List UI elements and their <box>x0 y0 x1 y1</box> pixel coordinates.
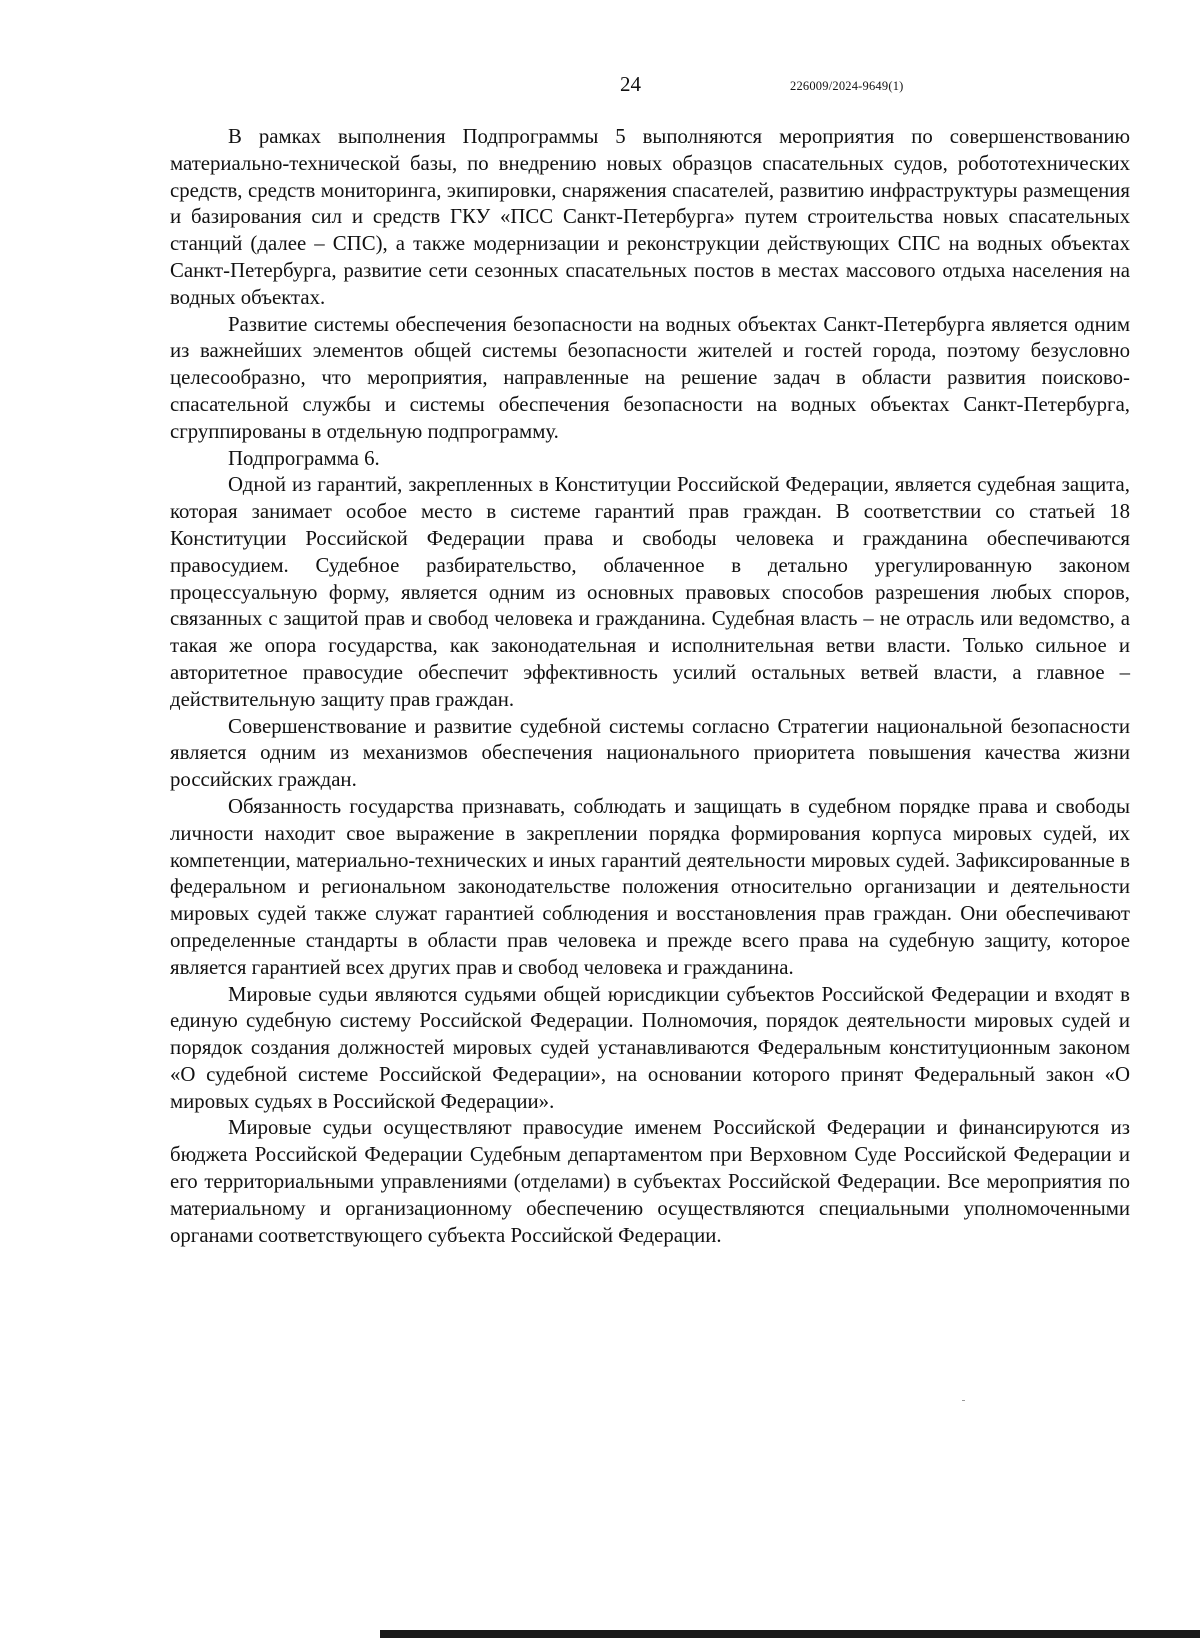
paragraph-state-obligation: Обязанность государства признавать, соблюдать и защищать в судебном порядке права и свободы личности находит свое выражение в закреплении порядка формирования корпуса мировых судей, их компетенции, материально-технических и иных гарантий деятельности мировых судей. Зафиксированные в федеральном и региональном законодательстве положения относительно организации и деятельности мировых судей также служат гарантией соблюдения и восстановления прав граждан. Они обеспечивают определенные стандарты в области прав человека и прежде всего права на судебную защиту, которое является гарантией всех других прав и свобод человека и гражданина. <box>170 794 1130 979</box>
document-reference-number: 226009/2024-9649(1) <box>790 79 904 93</box>
scan-speck <box>962 1400 965 1401</box>
scan-bottom-edge <box>380 1630 1200 1638</box>
paragraph-justices-of-peace: Мировые судьи являются судьями общей юрисдикции субъектов Российской Федерации и входят в единую судебную систему Российской Федерации. Полномочия, порядок деятельности мировых судей и порядок создания должностей мировых судей устанавливаются Федеральным конституционным законом «О судебной системе Российской Федерации», на основании которого принят Федеральный закон «О мировых судьях в Российской Федерации». <box>170 982 1130 1113</box>
paragraph-subprogram-5-activities: В рамках выполнения Подпрограммы 5 выполняются мероприятия по совершенствованию материально-технической базы, по внедрению новых образцов спасательных судов, робототехнических средств, средств мониторинга, экипировки, снаряжения спасателей, развитию инфраструктуры размещения и базирования сил и средств ГКУ «ПСС Санкт-Петербурга» путем строительства новых спасательных станций (далее – СПС), а также модернизации и реконструкции действующих СПС на водных объектах Санкт-Петербурга, развитие сети сезонных спасательных постов в местах массового отдыха населения на водных объектах. <box>170 125 1130 309</box>
paragraph-subprogram-6-heading: Подпрограмма 6. <box>228 446 380 470</box>
body-text <box>170 124 1130 1249</box>
paragraph-justices-financing: Мировые судьи осуществляют правосудие именем Российской Федерации и финансируются из бюджета Российской Федерации Судебным департаментом при Верховном Суде Российской Федерации и его территориальными управлениями (отделами) в субъектах Российской Федерации. Все мероприятия по материальному и организационному обеспечению осуществляются специальными уполномоченными органами соответствующего субъекта Российской Федерации. <box>170 1116 1130 1247</box>
paragraph-water-safety-system: Развитие системы обеспечения безопасности на водных объектах Санкт-Петербурга является одним из важнейших элементов общей системы безопасности жителей и гостей города, поэтому безусловно целесообразно, что мероприятия, направленные на решение задач в области развития поисково-спасательной службы и системы обеспечения безопасности на водных объектах Санкт-Петербурга, сгруппированы в отдельную подпрограмму. <box>170 312 1130 443</box>
paragraph-judicial-system-development: Совершенствование и развитие судебной системы согласно Стратегии национальной безопасности является одним из механизмов обеспечения национального приоритета повышения качества жизни российских граждан. <box>170 714 1130 792</box>
paragraph-judicial-protection: Одной из гарантий, закрепленных в Конституции Российской Федерации, является судебная защита, которая занимает особое место в системе гарантий прав граждан. В соответствии со статьей 18 Конституции Российской Федерации права и свободы человека и гражданина обеспечиваются правосудием. Судебное разбирательство, облаченное в детально урегулированную законом процессуальную форму, является одним из основных правовых способов разрешения любых споров, связанных с защитой прав и свобод человека и гражданина. Судебная власть – не отрасль или ведомство, а такая же опора государства, как законодательная и исполнительная ветви власти. Только сильное и авторитетное правосудие обеспечит эффективность усилий остальных ветвей власти, а главное – действительную защиту прав граждан. <box>170 473 1130 711</box>
page-number: 24 <box>620 72 641 96</box>
